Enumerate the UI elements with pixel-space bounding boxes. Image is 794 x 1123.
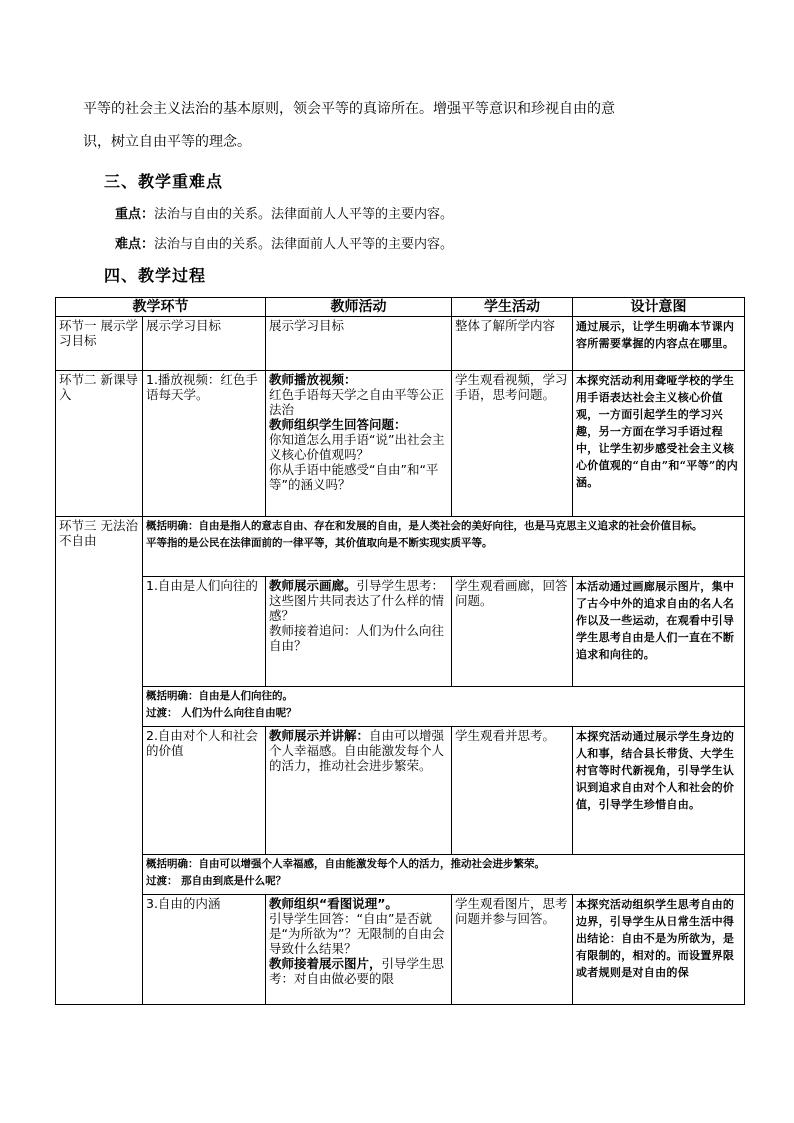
header-stage: 教学环节 <box>56 298 266 317</box>
teacher-bold-1: 教师组织“看图说理”。 <box>269 896 398 911</box>
table-row <box>56 577 745 687</box>
key-point-text: 法治与自由的关系。法律面前人人平等的主要内容。 <box>154 207 454 222</box>
header-student: 学生活动 <box>452 298 573 317</box>
student-cell: 学生观看图片，思考问题并参与回答。 <box>452 895 573 1005</box>
teacher-text-1: 引导学生回答：“自由”是否就是“为所欲为”？无限制的自由会导致什么结果？ <box>269 911 445 956</box>
teacher-cell: 展示学习目标 <box>266 317 452 371</box>
stage-cell: 环节一 展示学习目标 <box>56 317 143 371</box>
design-cell: 本活动通过画廊展示图片，集中了古今中外的追求自由的名人名作以及一些运动，在观看中引导学生思考自由是人们一直在不断追求和向往的。 <box>573 577 745 687</box>
difficult-point <box>115 234 453 256</box>
table-row <box>56 371 745 517</box>
design-cell: 本探究活动通过展示学生身边的人和事，结合县长带货、大学生村官等时代新视角，引导学生认识到追求自由对个人和社会的价值，引导学生珍惜自由。 <box>573 727 745 855</box>
summary-line: 过渡： 人们为什么向往自由呢？ <box>146 707 297 719</box>
table-row <box>56 317 745 371</box>
summary-line: 过渡： 那自由到底是什么呢？ <box>146 875 287 887</box>
summary-cell <box>143 687 745 727</box>
section-heading-4: 四、教学过程 <box>104 266 207 285</box>
student-cell: 学生观看视频，学习手语，思考问题。 <box>452 371 573 517</box>
summary-line: 概括明确：自由是指人的意志自由、存在和发展的自由，是人类社会的美好向往，也是马克思主义追求的社会价值目标。 <box>146 520 703 532</box>
teacher-text-1: 自由可以增强个人幸福感。自由能激发每个人的活力，推动社会进步繁荣。 <box>269 728 445 773</box>
stage-cell: 环节二 新课导入 <box>56 371 143 517</box>
stage-cell: 环节三 无法治不自由 <box>56 517 143 1005</box>
teacher-bold-2: 教师组织学生回答问题： <box>269 417 407 432</box>
section-heading-3: 三、教学重难点 <box>104 172 224 191</box>
teacher-cell <box>266 895 452 1005</box>
table-row <box>56 517 745 577</box>
table-row <box>56 895 745 1005</box>
student-cell: 整体了解所学内容 <box>452 317 573 371</box>
teacher-bold-2: 教师接着展示图片， <box>269 956 382 971</box>
teacher-text-2: 你知道怎么用手语“说”出社会主义核心价值观吗？ <box>269 432 445 462</box>
teacher-text-1: 红色手语每天学之自由平等公正法治 <box>269 387 445 417</box>
activity-cell: 3.自由的内涵 <box>143 895 266 1005</box>
table-row <box>56 727 745 855</box>
table-row <box>56 687 745 727</box>
teacher-cell <box>266 727 452 855</box>
summary-line: 概括明确：自由是人们向往的。 <box>146 690 293 702</box>
teacher-cell <box>266 371 452 517</box>
header-teacher: 教师活动 <box>266 298 452 317</box>
activity-cell: 1.自由是人们向往的 <box>143 577 266 687</box>
teacher-bold-1: 教师展示并讲解： <box>269 728 370 743</box>
key-point-label: 重点： <box>115 207 155 222</box>
teacher-text-2: 教师接着追问：人们为什么向往自由？ <box>269 623 445 653</box>
table-header-row <box>56 298 745 317</box>
student-cell: 学生观看并思考。 <box>452 727 573 855</box>
summary-line: 概括明确：自由可以增强个人幸福感，自由能激发每个人的活力，推动社会进步繁荣。 <box>146 858 545 870</box>
key-point <box>115 204 453 226</box>
summary-cell <box>143 517 745 577</box>
teacher-text-2: 引导学生思考：对自由做必要的限 <box>269 956 445 986</box>
teacher-text-3: 你从手语中能感受“自由”和“平等”的涵义吗？ <box>269 462 439 492</box>
activity-cell: 1.播放视频：红色手语每天学。 <box>143 371 266 517</box>
header-design: 设计意图 <box>573 298 745 317</box>
teacher-bold-1: 教师展示画廊。 <box>269 578 357 593</box>
summary-cell <box>143 855 745 895</box>
table-row <box>56 855 745 895</box>
design-cell: 本探究活动利用聋哑学校的学生用手语表达社会主义核心价值观，一方面引起学生的学习兴趣，另一方面在学习手语过程中，让学生初步感受社会主义核心价值观的“自由”和“平等”的内涵。 <box>573 371 745 517</box>
activity-cell: 2.自由对个人和社会的价值 <box>143 727 266 855</box>
intro-line-1: 平等的社会主义法治的基本原则，领会平等的真谛所在。增强平等意识和珍视自由的意 <box>83 101 615 117</box>
activity-cell: 展示学习目标 <box>143 317 266 371</box>
design-cell: 通过展示，让学生明确本节课内容所需要掌握的内容点在哪里。 <box>573 317 745 371</box>
difficult-point-label: 难点： <box>115 237 155 252</box>
difficult-point-text: 法治与自由的关系。法律面前人人平等的主要内容。 <box>154 237 454 252</box>
summary-line: 平等指的是公民在法律面前的一律平等，其价值取向是不断实现实质平等。 <box>146 537 493 549</box>
teacher-cell <box>266 577 452 687</box>
intro-line-2: 识，树立自由平等的理念。 <box>83 134 251 150</box>
teaching-process-table <box>55 297 745 1005</box>
design-cell: 本探究活动组织学生思考自由的边界，引导学生从日常生活中得出结论：自由不是为所欲为，是有限制的，相对的。而设置界限或者规则是对自由的保 <box>573 895 745 1005</box>
teacher-text-1: 引导学生思考：这些图片共同表达了什么样的情感？ <box>269 578 445 623</box>
teacher-bold-1: 教师播放视频： <box>269 372 357 387</box>
student-cell: 学生观看画廊，回答问题。 <box>452 577 573 687</box>
